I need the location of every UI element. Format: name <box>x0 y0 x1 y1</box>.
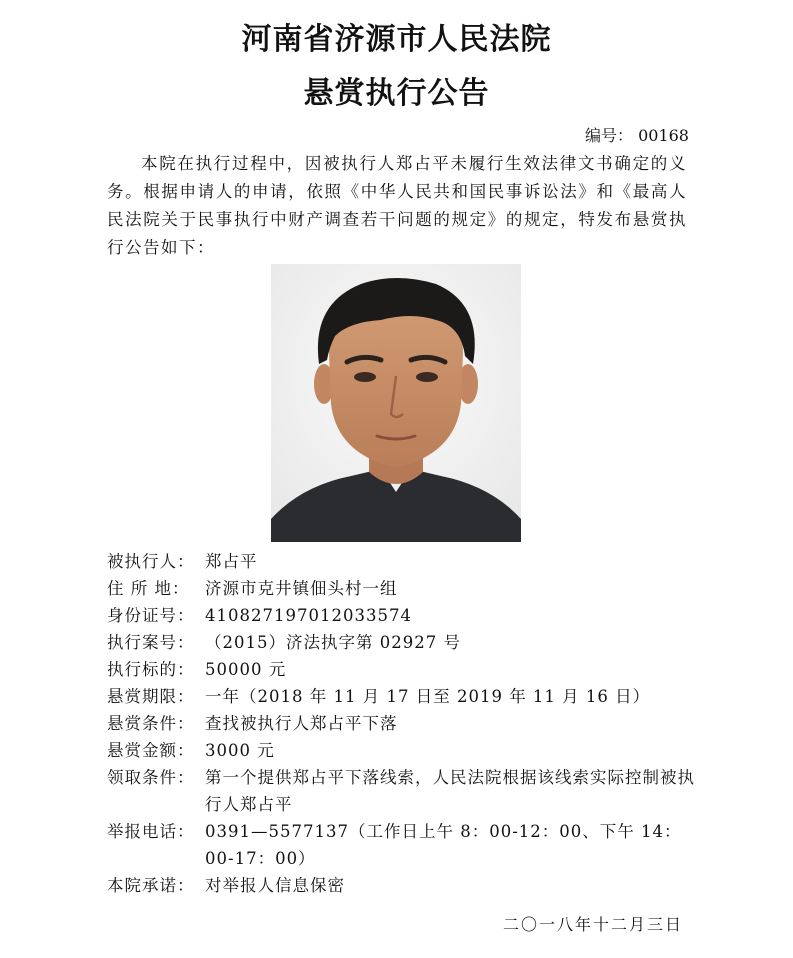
field-value: （2015）济法执字第 02927 号 <box>205 633 461 652</box>
field-label: 领取条件： <box>107 768 195 787</box>
field-label: 身份证号： <box>107 606 195 625</box>
field-value: 查找被执行人郑占平下落 <box>205 714 398 733</box>
field-label: 执行标的： <box>107 660 195 679</box>
portrait-photo <box>271 264 521 542</box>
field-label: 悬赏期限： <box>107 687 195 706</box>
field-value: 对举报人信息保密 <box>205 876 345 895</box>
field-value: 郑占平 <box>205 552 258 571</box>
case-details <box>107 548 697 899</box>
field-row-defendant <box>107 548 697 575</box>
field-value: 一年（2018 年 11 月 17 日至 2019 年 11 月 16 日） <box>205 687 651 706</box>
field-label: 被执行人： <box>107 552 195 571</box>
field-row-promise <box>107 872 697 899</box>
field-row-id-number <box>107 602 697 629</box>
court-name: 河南省济源市人民法院 <box>241 22 552 57</box>
field-value: 济源市克井镇佃头村一组 <box>205 579 398 598</box>
intro-paragraph: 本院在执行过程中，因被执行人郑占平未履行生效法律文书确定的义务。根据申请人的申请，依照《中华人民共和国民事诉讼法》和《最高人民法院关于民事执行中财产调查若干问题的规定》的规定，特发布悬赏执行公告如下： <box>107 154 687 257</box>
field-row-reward-period <box>107 683 697 710</box>
field-row-case-number <box>107 629 697 656</box>
field-row-hotline <box>107 818 697 872</box>
document-number: 编号： 00168 <box>585 126 689 145</box>
field-value: 50000 元 <box>205 660 287 679</box>
field-label: 住 所 地： <box>107 579 190 598</box>
issue-date: 二〇一八年十二月三日 <box>502 915 683 934</box>
field-value: 第一个提供郑占平下落线索，人民法院根据该线索实际控制被执行人郑占平 <box>205 768 695 814</box>
field-row-reward-amount <box>107 737 697 764</box>
field-row-amount <box>107 656 697 683</box>
field-label: 悬赏金额： <box>107 741 195 760</box>
field-row-reward-condition <box>107 710 697 737</box>
field-label: 举报电话： <box>107 822 195 841</box>
field-label: 本院承诺： <box>107 876 195 895</box>
field-row-claim-condition <box>107 764 697 818</box>
field-label: 悬赏条件： <box>107 714 195 733</box>
field-label: 执行案号： <box>107 633 195 652</box>
field-value: 410827197012033574 <box>205 606 412 625</box>
field-row-address <box>107 575 697 602</box>
notice-title: 悬赏执行公告 <box>303 76 490 111</box>
field-value: 3000 元 <box>205 741 275 760</box>
field-value: 0391—5577137（工作日上午 8：00-12：00、下午 14：00-17：00） <box>205 822 682 868</box>
person-portrait-illustration <box>271 264 521 542</box>
